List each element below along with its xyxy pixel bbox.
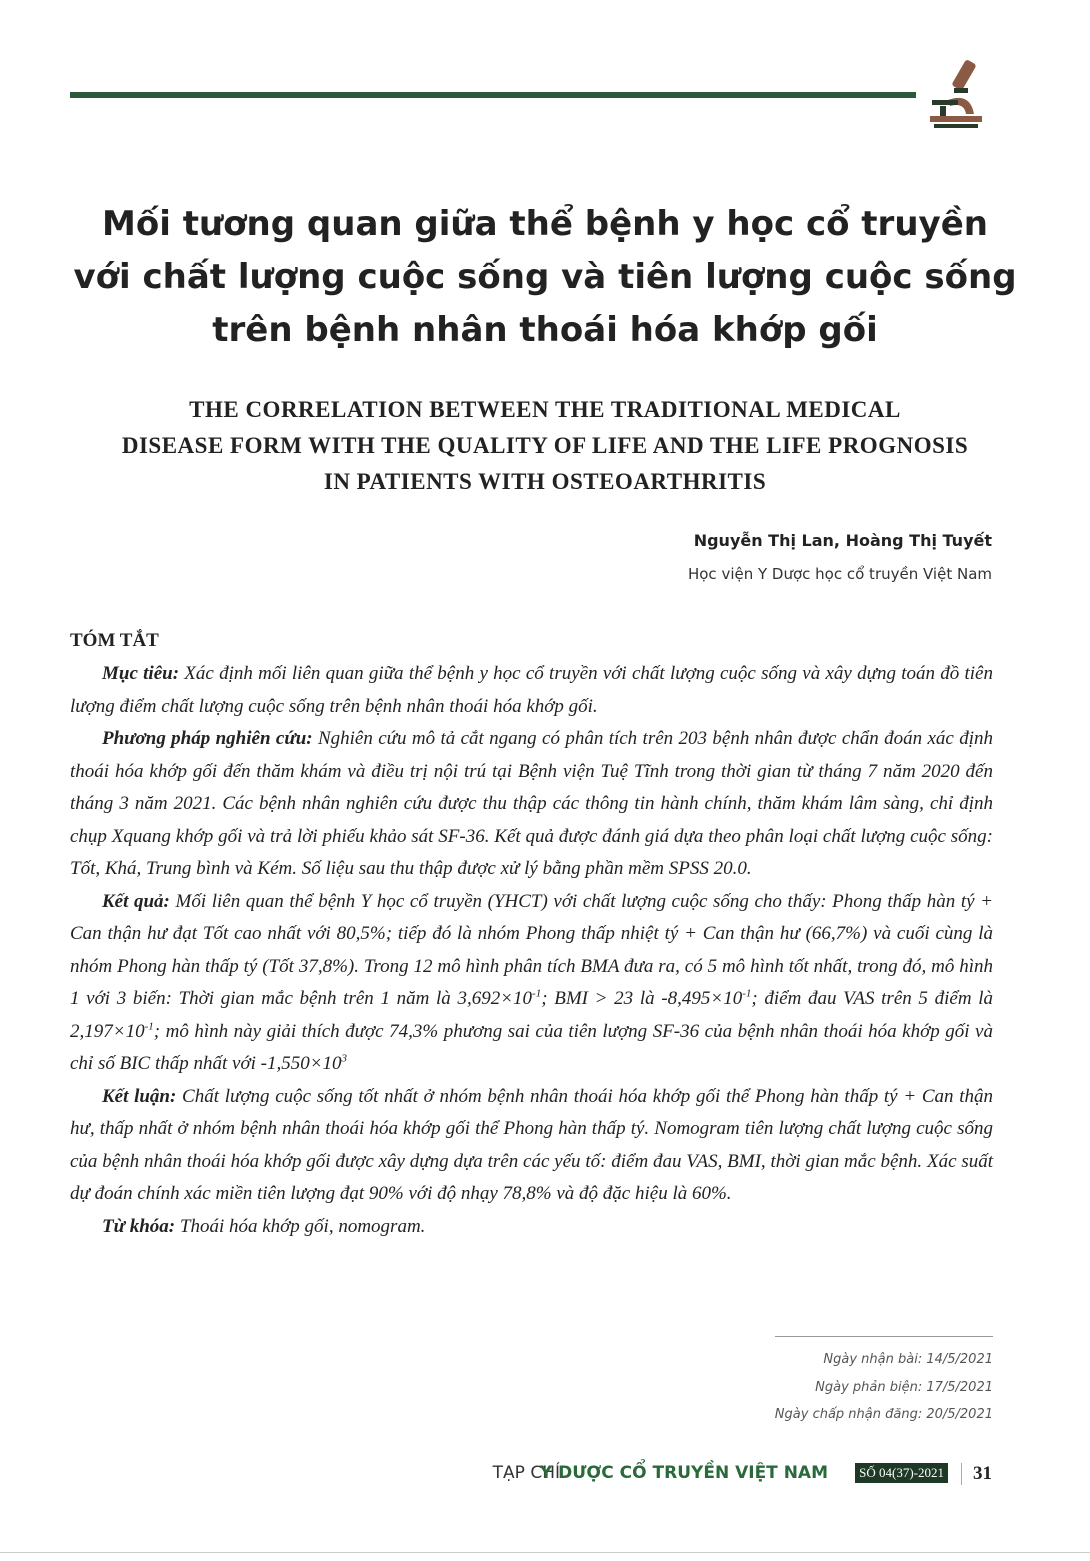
conclusion-text: Chất lượng cuộc sống tốt nhất ở nhóm bệnh nhân thoái hóa khớp gối thể Phong hàn thấp tý + Can thận hư, thấp nhất ở nhóm bệnh nhân thoái hóa khớp gối thể Phong hàn thấp tý. Nomogram tiên lượng chất lượng cuộc sống của bệnh nhân thoái hóa khớp gối được xây dựng dựa trên các yếu tố: điểm đau VAS, BMI, thời gian mắc bệnh. Xác suất dự đoán chính xác miền tiên lượng đạt 90% với độ nhạy 78,8% và độ đặc hiệu là 60%. xyxy=(70,1085,994,1204)
exponent: -1 xyxy=(532,987,542,1000)
title-en-line: THE CORRELATION BETWEEN THE TRADITIONAL MEDICAL xyxy=(189,397,901,422)
exponent: -1 xyxy=(144,1020,154,1033)
date-reviewed: Ngày phản biện: 17/5/2021 xyxy=(815,1379,993,1395)
methods-label: Phương pháp nghiên cứu: xyxy=(102,728,313,749)
footer-separator xyxy=(961,1463,962,1485)
conclusion-label: Kết luận: xyxy=(102,1085,177,1107)
article-title-en xyxy=(60,392,1030,500)
objective-label: Mục tiêu: xyxy=(102,663,180,684)
bottom-rule xyxy=(0,1552,1090,1553)
methods-text: Nghiên cứu mô tả cắt ngang có phân tích trên 203 bệnh nhân được chẩn đoán xác định thoái hóa khớp gối đến thăm khám và điều trị nội trú tại Bệnh viện Tuệ Tĩnh trong thời gian từ tháng 7 năm 2020 đến tháng 3 năm 2021. Các bệnh nhân nghiên cứu được thu thập các thông tin hành chính, thăm khám lâm sàng, chỉ định chụp Xquang khớp gối và trả lời phiếu khảo sát SF-36. Kết quả được đánh giá dựa theo phân loại chất lượng cuộc sống: Tốt, Khá, Trung bình và Kém. Số liệu sau thu thập được xử lý bằng phần mềm SPSS 20.0. xyxy=(70,728,994,879)
abstract-methods xyxy=(70,723,993,886)
affiliation: Học viện Y Dược học cổ truyền Việt Nam xyxy=(687,565,992,583)
results-text: ; điểm đau VAS trên 5 điểm là 2,197×10 xyxy=(70,988,993,1042)
results-label: Kết quả: xyxy=(102,890,170,912)
journal-prefix: TẠP CHÍ xyxy=(492,1463,560,1483)
results-text: ; mô hình này giải thích được 74,3% phương sai của tiên lượng SF-36 của bệnh nhân thoái hóa khớp gối và chỉ số BIC thấp nhất với -1,550×10 xyxy=(70,1020,993,1074)
page-number: 31 xyxy=(973,1463,992,1484)
article-title-vi xyxy=(60,198,1030,357)
abstract-heading: TÓM TẮT xyxy=(70,630,159,651)
title-vi-line: với chất lượng cuộc sống và tiên lượng cuộc sống xyxy=(73,257,1017,297)
title-vi-line: trên bệnh nhân thoái hóa khớp gối xyxy=(212,310,878,350)
title-vi-line: Mối tương quan giữa thể bệnh y học cổ truyền xyxy=(102,204,988,244)
keywords-label: Từ khóa: xyxy=(102,1215,176,1237)
results-text: Mối liên quan thể bệnh Y học cổ truyền (YHCT) với chất lượng cuộc sống cho thấy: Phong thấp hàn tý + Can thận hư đạt Tốt cao nhất với 80,5%; tiếp đó là nhóm Phong thấp nhiệt tý + Can thận hư (66,7%) và cuối cùng là nhóm Phong hàn thấp tý (Tốt 37,8%). Trong 12 mô hình phân tích BMA đưa ra, có 5 mô hình tốt nhất, trong đó, mô hình 1 với 3 biến: Thời gian mắc bệnh trên 1 năm là 3,692×10 xyxy=(70,890,993,1009)
abstract-conclusion xyxy=(70,1081,993,1211)
date-accepted: Ngày chấp nhận đăng: 20/5/2021 xyxy=(774,1407,993,1422)
submission-dates xyxy=(775,1346,993,1429)
authors: Nguyễn Thị Lan, Hoàng Thị Tuyết xyxy=(693,531,992,550)
dates-divider xyxy=(775,1336,993,1337)
page-footer xyxy=(480,1463,992,1487)
abstract-results xyxy=(70,886,993,1081)
exponent: -1 xyxy=(742,987,752,1000)
date-received: Ngày nhận bài: 14/5/2021 xyxy=(823,1352,993,1367)
abstract-objective xyxy=(70,658,993,723)
objective-text: Xác định mối liên quan giữa thể bệnh y học cổ truyền với chất lượng cuộc sống và xây dựng toán đồ tiên lượng điểm chất lượng cuộc sống trên bệnh nhân thoái hóa khớp gối. xyxy=(70,663,993,717)
microscope-icon xyxy=(918,56,994,132)
abstract-body xyxy=(70,658,993,1243)
issue-badge: SỐ 04(37)-2021 xyxy=(855,1463,948,1483)
results-text: ; BMI > 23 là -8,495×10 xyxy=(541,988,743,1009)
exponent: 3 xyxy=(341,1052,348,1065)
abstract-keywords xyxy=(70,1211,993,1244)
title-en-line: IN PATIENTS WITH OSTEOARTHRITIS xyxy=(323,469,767,494)
keywords-text: Thoái hóa khớp gối, nomogram. xyxy=(175,1215,426,1237)
title-en-line: DISEASE FORM WITH THE QUALITY OF LIFE AND THE LIFE PROGNOSIS xyxy=(121,433,969,458)
header-rule xyxy=(70,92,916,98)
journal-name: Y DƯỢC CỔ TRUYỀN VIỆT NAM xyxy=(539,1463,828,1483)
